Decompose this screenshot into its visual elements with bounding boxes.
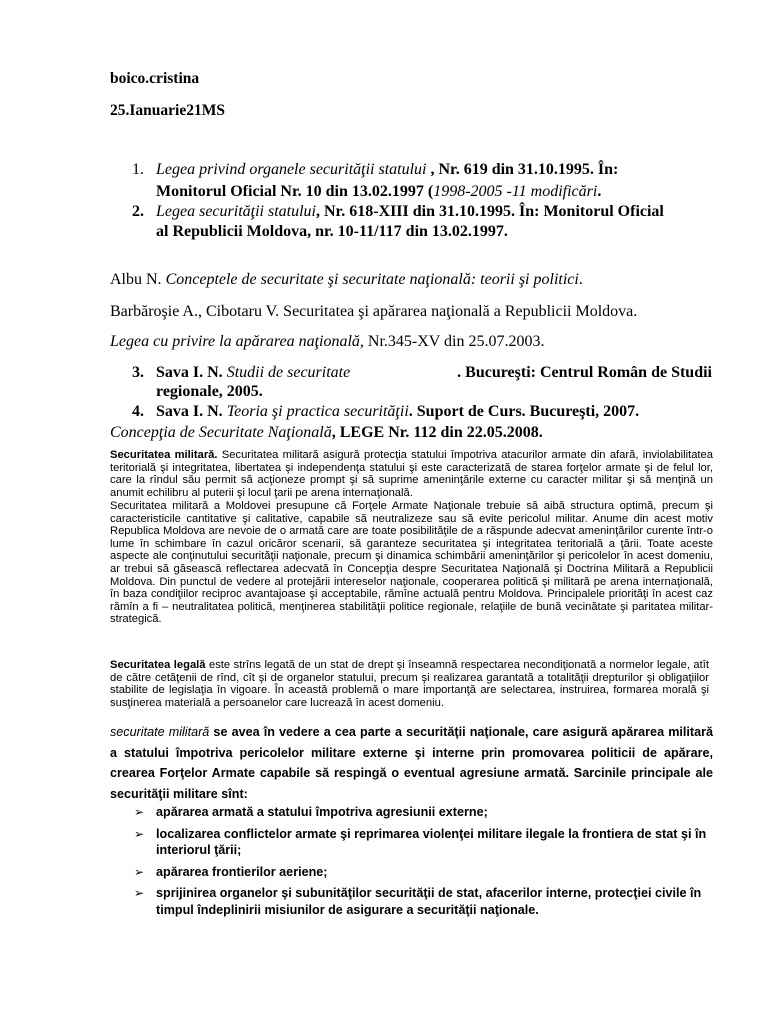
reference-title: Conceptele de securitate şi securitate naţională: teorii şi politici [165, 271, 579, 288]
reference-lege-aparare [110, 333, 545, 351]
arrowhead-right-icon: ➢ [134, 805, 145, 819]
list-item-text: apărarea frontierilor aeriene; [156, 864, 328, 879]
list-number: 4. [132, 403, 144, 420]
reference-note: 1998-2005 -11 modificări [433, 183, 598, 200]
list-number: 2. [132, 203, 144, 220]
paragraph-text: Securitatea militară asigură protecţia statului împotriva atacurilor armate din afară, inviolabilitatea teritorială şi integritatea, libertatea şi independenţa statului şi este caracterizată de starea forţelor armate şi de felul lor, care la rîndul său permit să acţioneze prompt şi să suprime ameninţările externe cu caracter militar şi să menţină un anumit echilibru al puterii şi locul ţarii pe arena internaţională. [110, 449, 713, 499]
reference-source: Monitorul Oficial Nr. 10 din 13.02.1997 ( [156, 183, 434, 200]
reference-author: Albu N. [110, 271, 166, 288]
reference-title: Studii de securitate [226, 364, 351, 381]
punctuation: . [597, 183, 602, 200]
tasks-list [134, 804, 714, 918]
reference-item-3-line2: regionale, 2005. [156, 383, 263, 400]
reference-conceptia [110, 424, 543, 442]
document-date: 25.Ianuarie21MS [110, 102, 225, 119]
reference-item-2-line2: al Republicii Moldova, nr. 10-11/117 din 13.02.1997. [156, 223, 508, 240]
list-item-text: localizarea conflictelor armate şi reprimarea violenţei militare ilegale la frontiera de stat şi în interiorul ţării; [156, 826, 707, 857]
list-item [134, 885, 714, 918]
list-number: 3. [132, 364, 144, 381]
paragraph-lead: Securitatea legală [110, 659, 206, 671]
reference-author: Sava I. N. [156, 403, 227, 420]
reference-item-1-line2 [156, 183, 601, 201]
reference-albu [110, 271, 583, 289]
reference-details: . Suport de Curs. Bucureşti, 2007. [408, 403, 640, 420]
reference-title: Legea privind organele securităţii statului [156, 161, 427, 178]
paragraph-securitatea-moldovei: Securitatea militară a Moldovei presupune că Forţele Armate Naţionale trebuie să aibă structura optimă, precum şi caracteristicile cantitative şi calitative, capabile să neutralizeze sau să evite pericolul militar. Anume din acest motiv Republica Moldova are nevoie de o armată care are toate posibilităţile de a răspunde adecvat ameninţărilor curente într-o lume în schimbare în cazul oricăror scenarii, să garanteze securitatea şi integritatea teritorială a ţării. Toate aceste aspecte ale conţinutului securităţii naţionale, precum şi dinamica schimbării ameninţărilor şi pericolelor în acest domeniu, ar trebui să găsească reflectarea adecvată în Concepţia despre Securitatea Naţională şi Doctrina Militară a Republicii Moldova. Din punctul de vedere al protejării intereselor naţionale, cooperarea politică şi militară pe arena internaţională, în baza condiţiilor reciproc avantajoase şi acceptabile, rămîne actuală pentru Moldova. Principalele priorităţi în acest caz rămîn a fi – neutralitatea politică, menţinerea stabilităţii politice regionale, relaţiile de bună vecinătate şi paritatea militar-strategică. [110, 500, 713, 626]
punctuation: . [578, 271, 583, 288]
paragraph-definitie [110, 722, 713, 804]
paragraph-text: se avea în vedere a cea parte a securităţii naţionale, care asigură apărarea militară a statului împotriva pericolelor militare externe şi interne prin promovarea politicii de apărare, crearea Forţelor Armate capabile să respingă o eventual agresiune armată. Sarcinile principale ale securităţii militare sînt: [110, 725, 713, 801]
list-item-text: sprijinirea organelor şi subunităţilor securităţii de stat, afacerilor interne, protecţiei civile în timpul îndeplinirii misiunilor de asigurare a securităţii naţionale. [156, 886, 702, 917]
list-number: 1. [132, 161, 144, 178]
reference-details: . Bucureşti: Centrul Român de Studii [457, 364, 712, 381]
list-item [134, 864, 714, 881]
arrowhead-right-icon: ➢ [134, 864, 145, 879]
reference-details: , Nr. 618-XIII din 31.10.1995. În: Monitorul Oficial [316, 203, 664, 220]
arrowhead-right-icon: ➢ [134, 886, 145, 900]
reference-details: , Nr. 619 din 31.10.1995. În: [426, 161, 619, 178]
paragraph-lead: securitate militară [110, 725, 210, 739]
reference-title: Concepţia de Securitate Naţională [110, 424, 332, 441]
reference-details: , LEGE Nr. 112 din 22.05.2008. [331, 424, 543, 441]
reference-barbarosie: Barbăroşie A., Cibotaru V. Securitatea şi apărarea naţională a Republicii Moldova. [110, 303, 638, 320]
reference-title: Legea securităţii statului [156, 203, 316, 220]
reference-author: Sava I. N. [156, 364, 227, 381]
reference-details: Nr.345-XV din 25.07.2003. [363, 333, 545, 350]
list-item-text: apărarea armată a statului împotriva agresiunii externe; [156, 805, 488, 819]
paragraph-securitatea-militara [110, 449, 713, 499]
reference-item-1 [132, 161, 618, 179]
arrowhead-right-icon: ➢ [134, 826, 145, 841]
paragraph-securitatea-legala [110, 659, 709, 709]
reference-item-4 [132, 403, 639, 421]
paragraph-lead: Securitatea militară. [110, 449, 218, 461]
reference-item-2 [132, 203, 664, 221]
reference-title: Legea cu privire la apărarea naţională, [110, 333, 364, 350]
list-item [134, 804, 714, 821]
author-name: boico.cristina [110, 70, 200, 87]
list-item [134, 826, 714, 859]
paragraph-text: este strîns legată de un stat de drept şi înseamnă respectarea necondiţionată a normelor legale, atît de către cetăţenii de rînd, cît şi de organelor statului, precum şi realizarea garantată a totalităţii drepturilor şi obligaţiilor stabilite de legislaţia în vigoare. În această problemă o mare importanţă are selectarea, instruirea, formarea morală şi susţinerea materială a persoanelor care lucrează în acest domeniu. [110, 659, 709, 709]
reference-item-3 [132, 364, 712, 401]
reference-title: Teoria şi practica securităţii [226, 403, 409, 420]
